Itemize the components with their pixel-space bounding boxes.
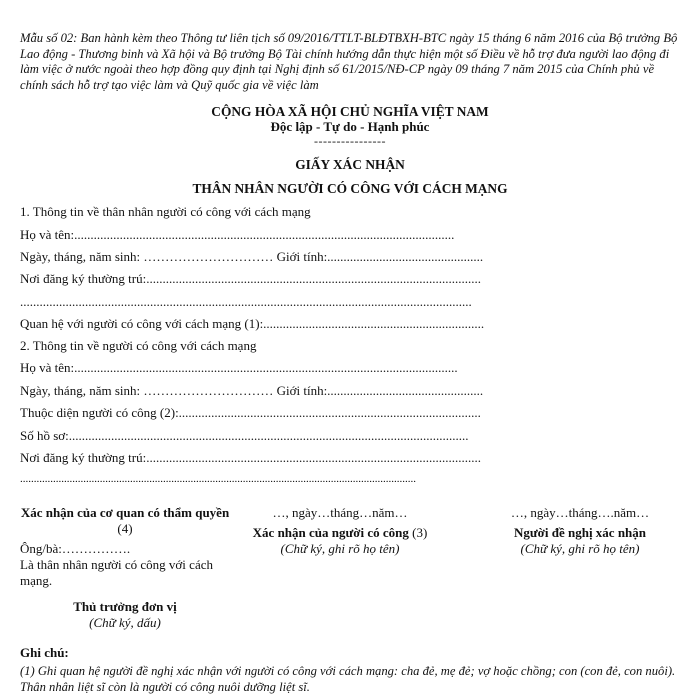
section1-dob-gender-field: Ngày, tháng, năm sinh: ………………………… Giới tính:................................................ — [20, 249, 484, 264]
authority-ongba-field: Ông/bà:……………. — [20, 541, 131, 556]
authority-confirmation-title — [20, 505, 230, 537]
meritorious-date-line: …, ngày…tháng…năm… — [272, 505, 408, 520]
authority-title-text: Xác nhận của cơ quan có thẩm quyền — [20, 505, 230, 520]
section2-dob-gender-field: Ngày, tháng, năm sinh: ………………………… Giới tính:................................................ — [20, 383, 484, 398]
section2-name-field: Họ và tên:...................................................................................................................... — [20, 360, 458, 375]
section1-name-field: Họ và tên:..................................................................................................................... — [20, 227, 455, 242]
meritorious-sign-hint: (Chữ ký, ghi rõ họ tên) — [280, 541, 400, 556]
section1-residence-continued: ........................................................................................................................................... — [20, 294, 472, 309]
authority-note-number: (4) — [117, 521, 133, 536]
section1-relation-field: Quan hệ với người có công với cách mạng (1):.................................................................... — [20, 316, 485, 331]
meritorious-title — [230, 525, 450, 541]
authority-body-text: Là thân nhân người có công với cách mạng. — [20, 557, 213, 588]
section2-file-number-field: Số hồ sơ:........................................................................................................................... — [20, 428, 469, 443]
meritorious-person-block — [230, 505, 450, 557]
section2-residence-field: Nơi đăng ký thường trú:....................................................................................................... — [20, 450, 481, 465]
requester-title: Người đề nghị xác nhận — [513, 525, 647, 540]
authority-sign-hint: (Chữ ký, dấu) — [89, 615, 161, 630]
authority-head-title: Thủ trưởng đơn vị — [73, 599, 177, 614]
motto: Độc lập - Tự do - Hạnh phúc — [270, 119, 430, 134]
meritorious-note-number: (3) — [412, 525, 428, 540]
footnote-1: (1) Ghi quan hệ người đề nghị xác nhận với người có công với cách mạng: cha đẻ, mẹ đẻ; vợ hoặc chồng; con (con đẻ, con nuôi). Thân nhân liệt sĩ còn là người có công nuôi dưỡng liệt sĩ. — [20, 664, 676, 694]
separator-line: ---------------- — [314, 134, 386, 148]
section2-heading: 2. Thông tin về người có công với cách mạng — [20, 338, 257, 353]
document-title: GIẤY XÁC NHẬN — [295, 157, 405, 172]
form-reference-note: Mẫu số 02: Ban hành kèm theo Thông tư liên tịch số 09/2016/TTLT-BLĐTBXH-BTC ngày 15 tháng 6 năm 2016 của Bộ trưởng Bộ Lao động - Thương binh và Xã hội và Bộ trưởng Bộ Tài chính hướng dẫn thực hiện một số Điều về hỗ trợ đưa người lao động đi làm việc ở nước ngoài theo hợp đồng quy định tại Nghị định số 61/2015/NĐ-CP ngày 09 tháng 7 năm 2015 của Chính phủ về chính sách hỗ trợ tạo việc làm và Quỹ quốc gia về việc làm — [20, 31, 678, 92]
requester-sign-hint: (Chữ ký, ghi rõ họ tên) — [520, 541, 640, 556]
section1-heading: 1. Thông tin về thân nhân người có công với cách mạng — [20, 204, 311, 219]
requester-block — [470, 505, 690, 557]
section1-residence-field: Nơi đăng ký thường trú:....................................................................................................... — [20, 271, 481, 286]
section2-category-field: Thuộc diện người có công (2):............................................................................................. — [20, 405, 481, 420]
notes-heading: Ghi chú: — [20, 645, 69, 660]
authority-confirmation-block — [20, 505, 230, 631]
requester-date-line: …, ngày…tháng….năm… — [510, 505, 650, 520]
section2-residence-continued: ................................................................................................................................................ — [20, 473, 416, 485]
nation-heading: CỘNG HÒA XÃ HỘI CHỦ NGHĨA VIỆT NAM — [211, 104, 489, 119]
meritorious-title-text: Xác nhận của người có công — [252, 525, 409, 540]
document-subtitle: THÂN NHÂN NGƯỜI CÓ CÔNG VỚI CÁCH MẠNG — [192, 181, 508, 196]
